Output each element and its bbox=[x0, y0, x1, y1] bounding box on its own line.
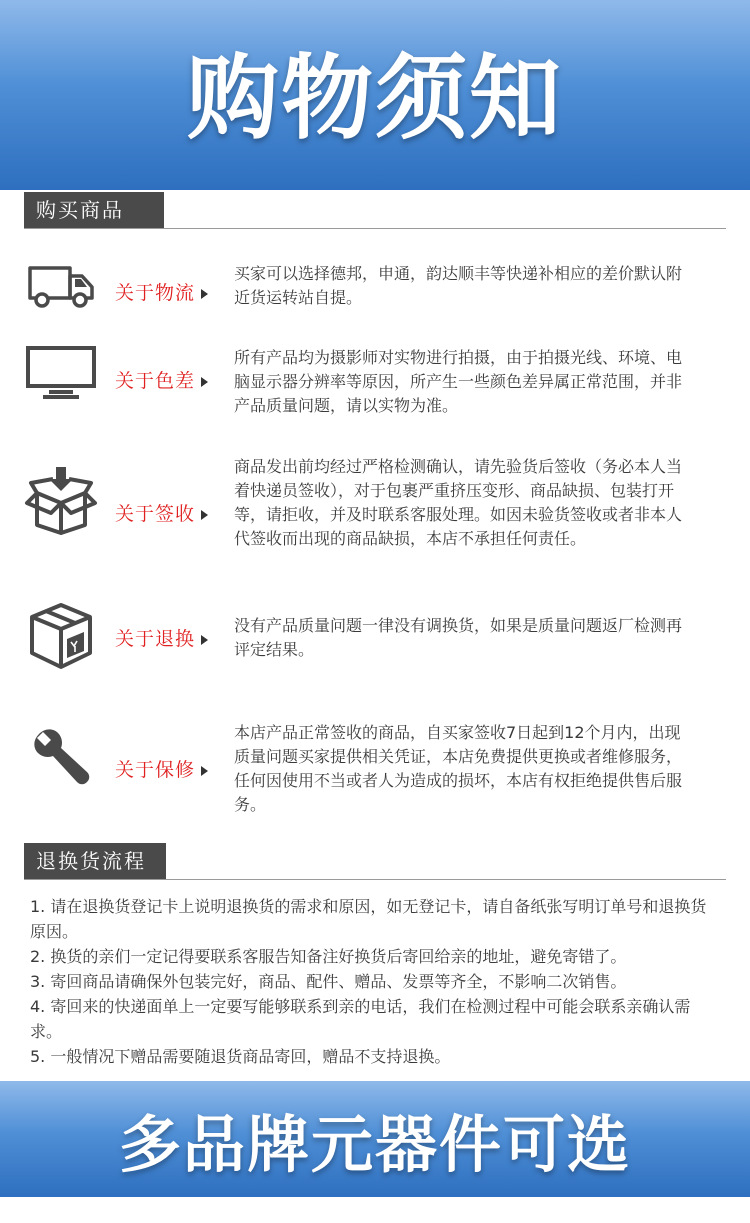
list-item: 1. 请在退换货登记卡上说明退换货的需求和原因，如无登记卡，请自备纸张写明订单号和退换货原因。 bbox=[30, 897, 707, 941]
list-item: 5. 一般情况下赠品需要随退货商品寄回，赠品不支持退换。 bbox=[30, 1047, 451, 1066]
item-label: 关于保修 bbox=[115, 755, 208, 782]
item-label: 关于退换 bbox=[115, 624, 208, 651]
header-banner bbox=[0, 0, 750, 190]
wrench-icon bbox=[22, 721, 100, 799]
list-item: 3. 寄回商品请确保外包装完好，商品、配件、赠品、发票等齐全，不影响二次销售。 bbox=[30, 972, 627, 991]
item-description: 买家可以选择德邦，申通，韵达顺丰等快递补相应的差价默认附近货运转站自提。 bbox=[234, 264, 683, 307]
footer-banner bbox=[0, 1081, 750, 1197]
return-steps-list bbox=[30, 894, 722, 1069]
package-icon bbox=[22, 596, 100, 674]
divider bbox=[24, 879, 726, 880]
section-tab-return-process: 退换货流程 bbox=[24, 843, 166, 879]
item-label: 关于签收 bbox=[115, 499, 208, 526]
monitor-icon bbox=[22, 334, 100, 412]
list-item: 4. 寄回来的快递面单上一定要写能够联系到亲的电话，我们在检测过程中可能会联系亲确认需求。 bbox=[30, 997, 691, 1041]
footer-title: 多品牌元器件可选 bbox=[118, 1107, 631, 1181]
section-tab-purchase: 购买商品 bbox=[24, 192, 164, 228]
page-title: 购物须知 bbox=[186, 45, 563, 152]
item-label: 关于色差 bbox=[115, 366, 208, 393]
truck-icon bbox=[22, 246, 100, 324]
divider bbox=[24, 228, 726, 229]
item-description: 所有产品均为摄影师对实物进行拍摄，由于拍摄光线、环境、电脑显示器分辨率等原因，所产生一些颜色差异属正常范围，并非产品质量问题，请以实物为准。 bbox=[234, 348, 683, 415]
item-label: 关于物流 bbox=[115, 278, 208, 305]
list-item: 2. 换货的亲们一定记得要联系客服告知备注好换货后寄回给亲的地址，避免寄错了。 bbox=[30, 947, 627, 966]
item-description: 没有产品质量问题一律没有调换货，如果是质量问题返厂检测再评定结果。 bbox=[234, 616, 683, 659]
item-description: 本店产品正常签收的商品，自买家签收7日起到12个月内，出现质量问题买家提供相关凭证，本店免费提供更换或者维修服务，任何因使用不当或者人为造成的损坏，本店有权拒绝提供售后服务。 bbox=[234, 723, 683, 814]
item-description: 商品发出前均经过严格检测确认，请先验货后签收（务必本人当着快递员签收），对于包裹严重挤压变形、商品缺损、包装打开等，请拒收，并及时联系客服处理。如因未验货签收或者非本人代签收而出现的商品缺损，本店不承担任何责任。 bbox=[234, 457, 683, 548]
open-box-icon bbox=[22, 461, 100, 539]
